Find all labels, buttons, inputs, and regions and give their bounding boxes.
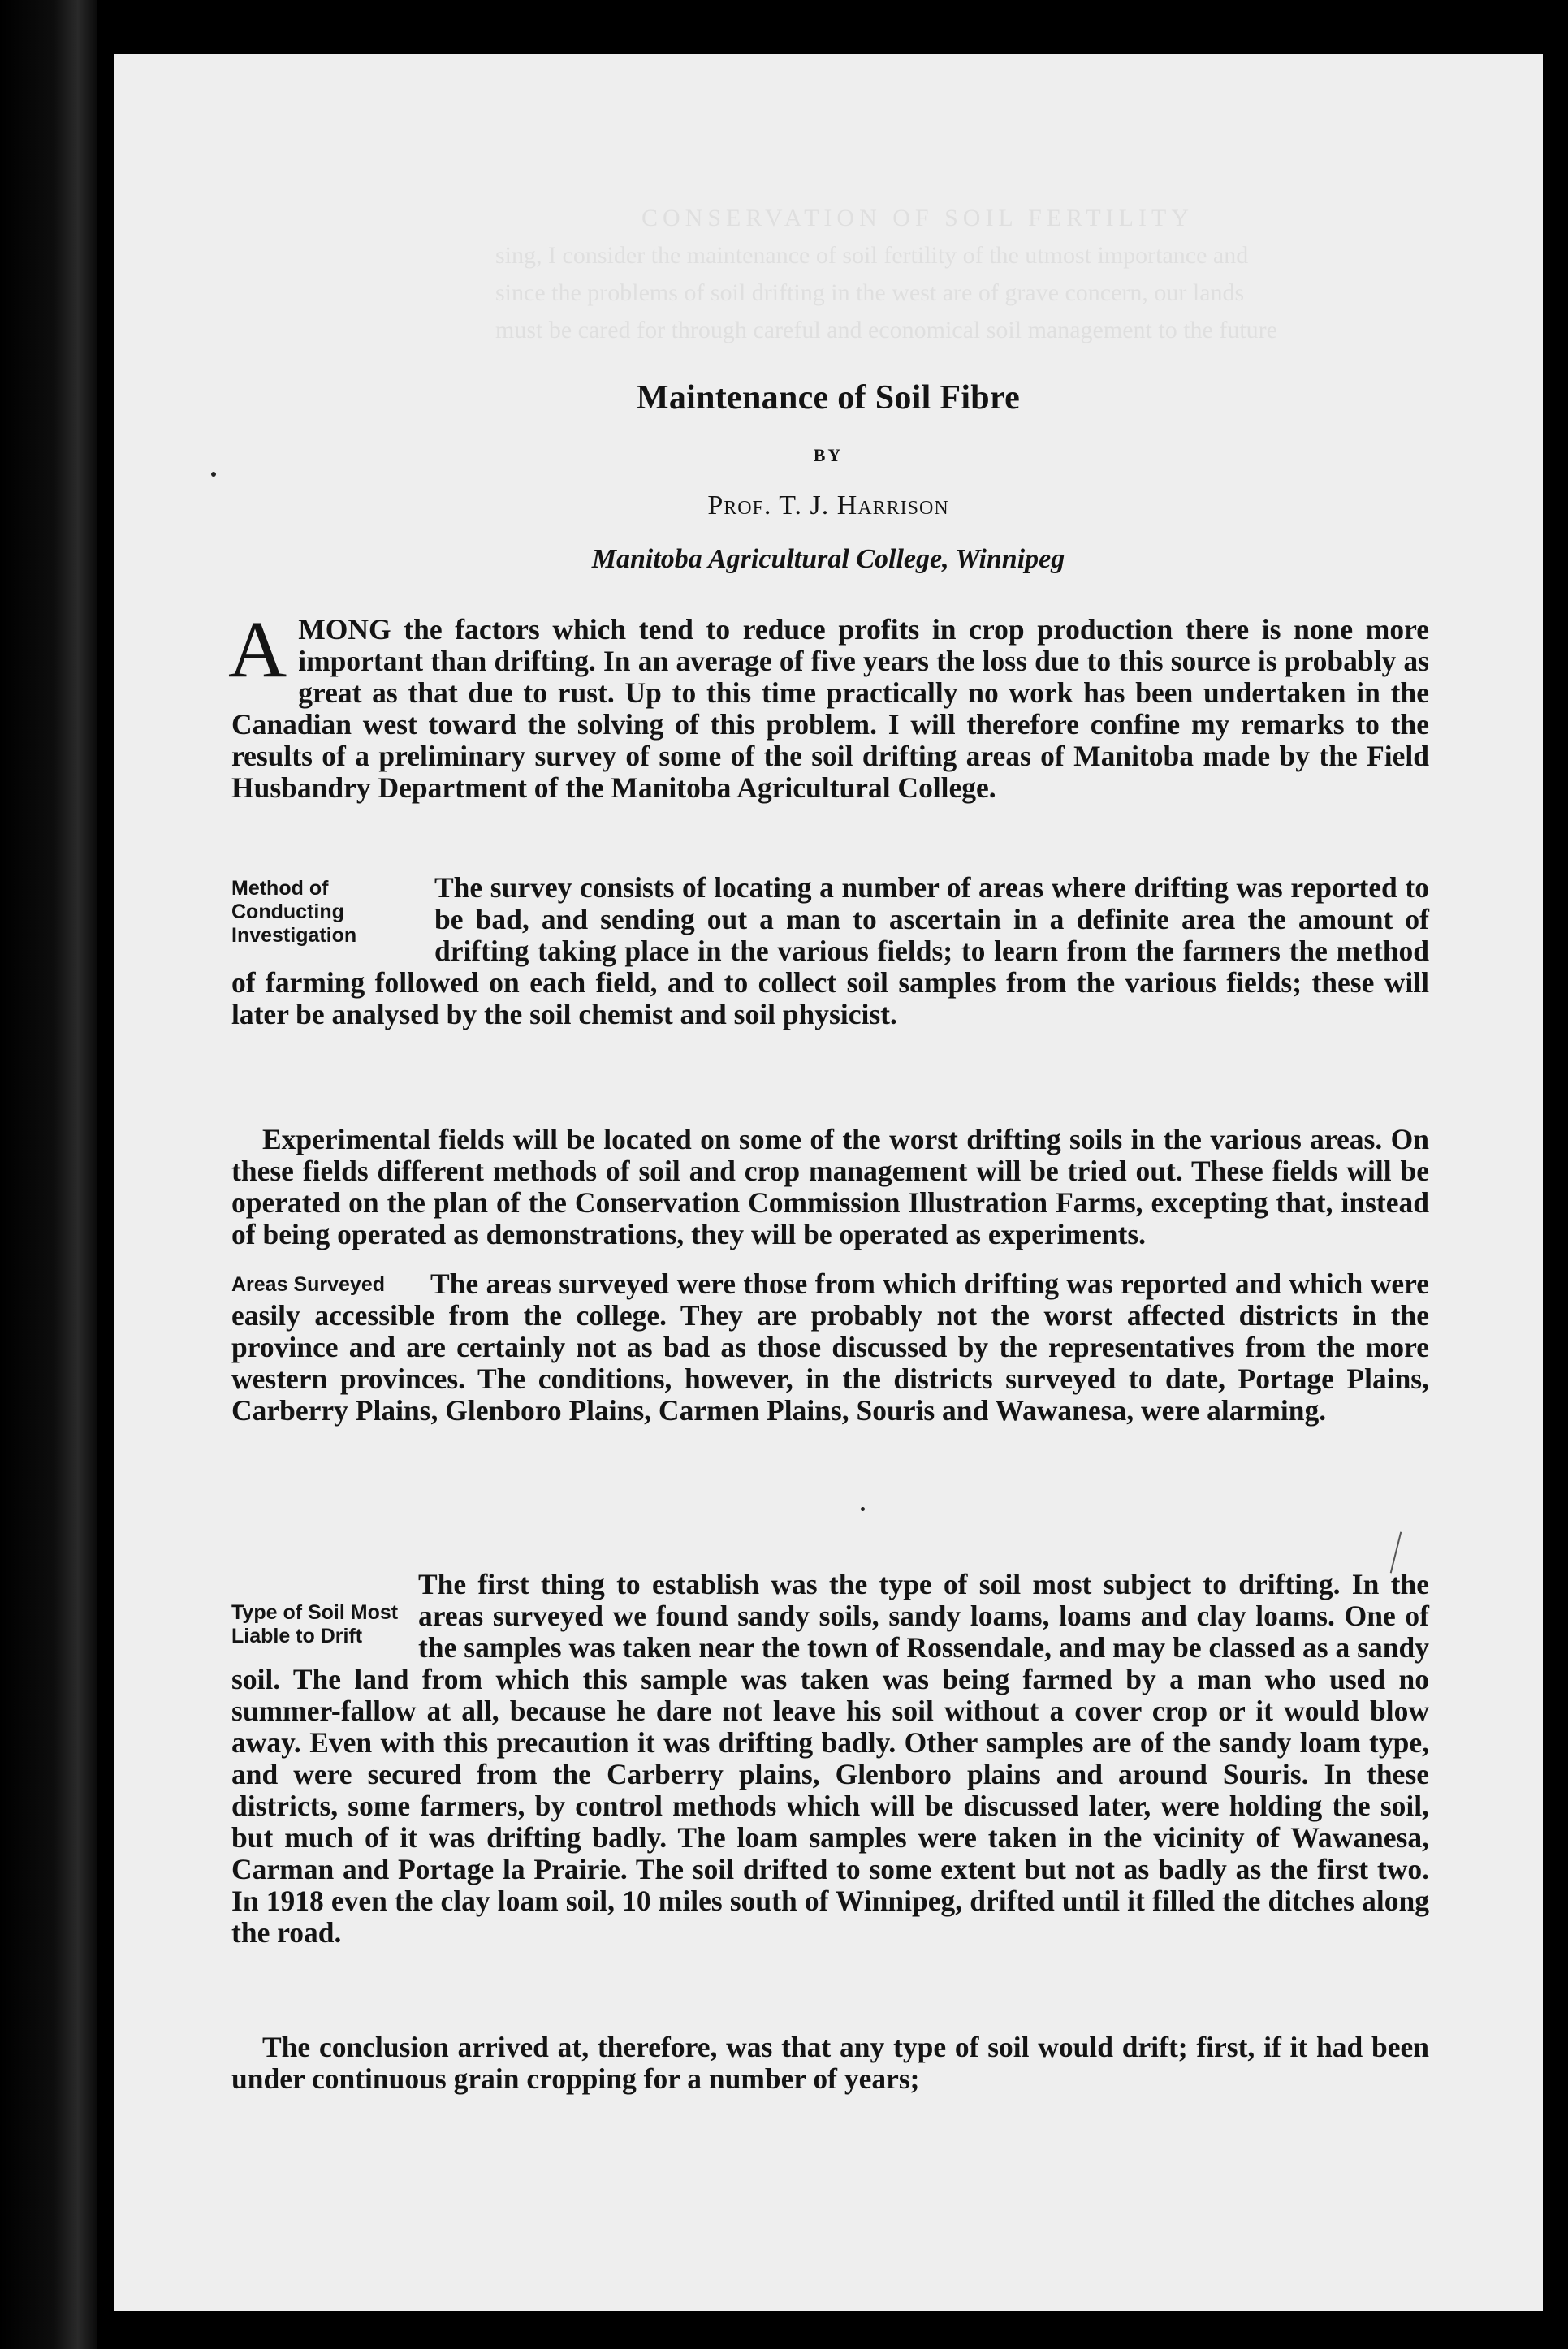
article-title: Maintenance of Soil Fibre — [636, 379, 1021, 417]
drop-cap-rest: MONG — [298, 613, 391, 646]
sidenote-method: Method of Conducting Investigation — [231, 877, 357, 947]
bleed-line: since the problems of soil drifting in the west are of grave concern, our lands — [495, 279, 1245, 306]
article-affiliation: Manitoba Agricultural College, Winnipeg — [591, 544, 1065, 574]
article-author: Prof. T. J. Harrison — [707, 490, 949, 520]
speck — [211, 472, 216, 477]
bleed-line: CONSERVATION OF SOIL FERTILITY — [641, 205, 1194, 231]
paragraph-conclusion: The conclusion arrived at, therefore, was that any type of soil would drift; first, if it had been under continuous grain cropping for a number of years; — [231, 2031, 1429, 2095]
paragraph-soil-type — [231, 1569, 1429, 1949]
paragraph-experimental-fields: Experimental fields will be located on some of the worst drifting soils in the various areas. On these fields different methods of soil and crop management will be tried out. These fields will be operated on the plan of the Conservation Commission Illustration Farms, excepting that, instead of being operated as demonstrations, they will be operated as experiments. — [231, 1123, 1429, 1250]
sidenote-areas: Areas Surveyed — [231, 1273, 386, 1296]
paragraph-text: The areas surveyed were those from which drifting was reported and which were easily accessible from the college. They are probably not the worst affected districts in the province and are certainly not as bad as those discussed by the representatives from the more western provinces. The conditions, however, in the districts surveyed to date, Portage Plains, Carberry Plains, Glenboro Plains, Carmen Plains, Souris and Wawanesa, were alarming. — [231, 1267, 1429, 1427]
paragraph-text: The survey consists of locating a number of areas where drifting was reported to be bad, and sending out a man to ascertain in a definite area the amount of drifting taking place in the various fields; to learn from the farmers the method of farming followed on each field, and to collect soil samples from the various fields; these will later be analysed by the soil chemist and soil physicist. — [231, 871, 1429, 1030]
paragraph-intro — [228, 604, 1429, 804]
bleed-through-text — [495, 200, 1470, 460]
document-page — [114, 54, 1543, 2311]
scan-mark — [1390, 1532, 1402, 1574]
scan-top-margin — [97, 0, 1568, 57]
bleed-line: must be cared for through careful and economical soil management to the future — [495, 317, 1277, 343]
paragraph-method — [231, 872, 1429, 1030]
paragraph-areas — [231, 1268, 1429, 1427]
drop-cap: A — [228, 604, 287, 694]
paragraph-text: The first thing to establish was the type of soil most subject to drifting. In the areas surveyed we found sandy soils, sandy loams, loams and clay loams. One of the samples was taken near the town of Rossendale, and may be classed as a sandy soil. The land from which this sample was taken was being farmed by a man who used no summer-fallow at all, because he dare not leave his soil without a cover crop or it would blow away. Even with this precaution it was drifting badly. Other samples are of the sandy loam type, and were secured from the Carberry plains, Glenboro plains and around Souris. In these districts, some farmers, by control methods which will be discussed later, were holding the soil, but much of it was drifting badly. The loam samples were taken in the vicinity of Wawanesa, Carman and Portage la Prairie. The soil drifted to some extent but not as badly as the first two. In 1918 even the clay loam soil, 10 miles south of Winnipeg, drifted until it filled the ditches along the road. — [231, 1568, 1429, 1949]
article-byline: BY — [813, 445, 844, 465]
speck — [861, 1507, 865, 1511]
paragraph-text: the factors which tend to reduce profits in crop production there is none more important than drifting. In an average of five years the loss due to this source is probably as great as that due to rust. Up to this time practically no work has been undertaken in the Canadian west toward the solving of this problem. I will therefore confine my remarks to the results of a preliminary survey of some of the soil drifting areas of Manitoba made by the Field Husbandry Department of the Manitoba Agricultural College. — [231, 613, 1429, 804]
sidenote-soil-type: Type of Soil Most Liable to Drift — [231, 1601, 399, 1647]
scan-left-margin — [0, 0, 97, 2349]
bleed-line: sing, I consider the maintenance of soil fertility of the utmost importance and — [495, 242, 1249, 269]
